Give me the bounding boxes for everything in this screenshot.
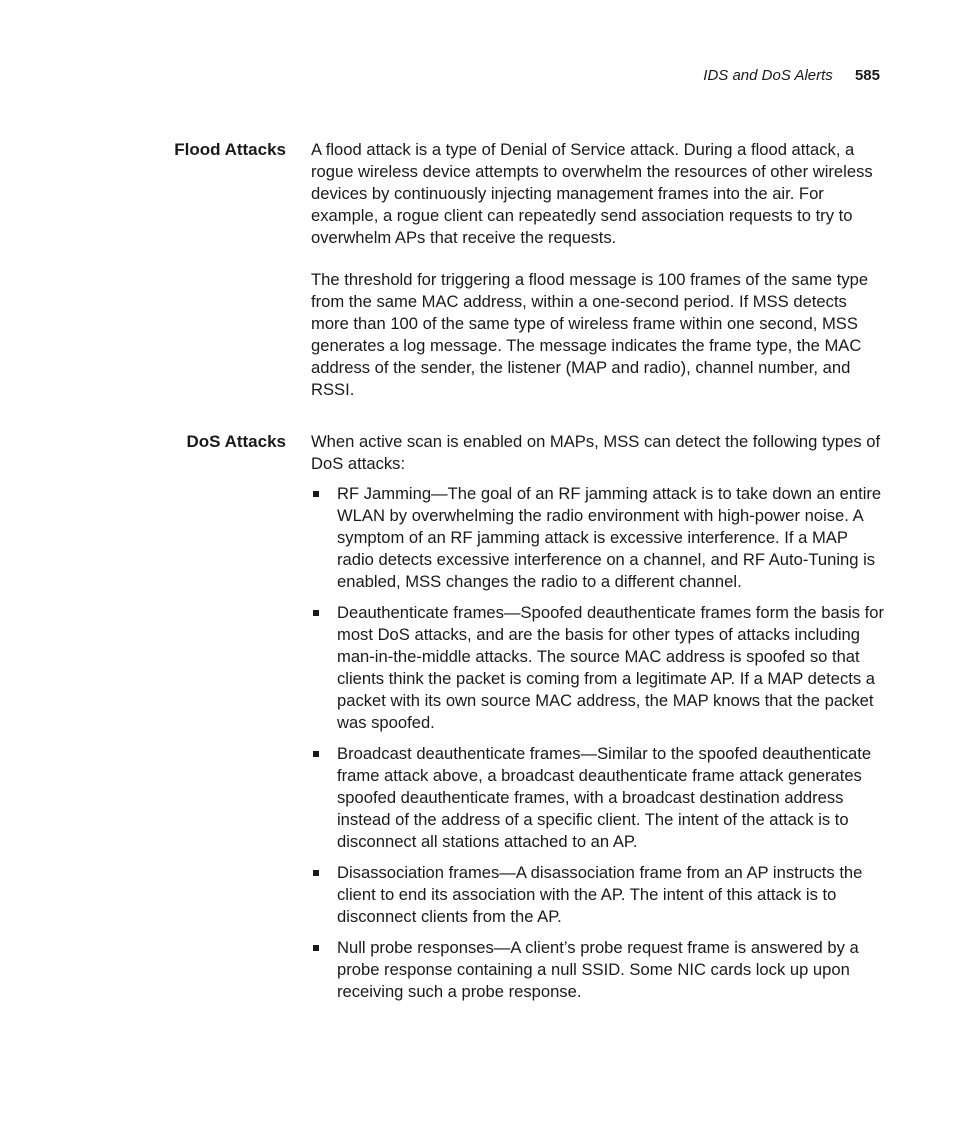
square-bullet-icon <box>313 870 319 876</box>
page-number: 585 <box>854 67 880 84</box>
running-header <box>703 66 880 86</box>
list-item <box>311 602 889 734</box>
dos-attack-list <box>311 483 889 1012</box>
list-item-text: Deauthenticate frames—Spoofed deauthenticate frames form the basis for most DoS attacks, and are the basis for other types of attacks including man-in-the-middle attacks. The source MAC address is spoofed so that clients think the packet is coming from a legitimate AP. If a MAP detects a packet with its own source MAC address, the MAP knows that the packet was spoofed. <box>337 603 884 732</box>
flood-paragraph-1: A flood attack is a type of Denial of Service attack. During a flood attack, a rogue wireless device attempts to overwhelm the resources of other wireless devices by continuously injecting management frames into the air. For example, a rogue client can repeatedly send association requests to try to overwhelm APs that receive the requests. <box>311 140 873 247</box>
square-bullet-icon <box>313 945 319 951</box>
list-item <box>311 743 889 853</box>
dos-attacks-heading: DoS Attacks <box>186 432 286 451</box>
list-item-text: RF Jamming—The goal of an RF jamming attack is to take down an entire WLAN by overwhelming the radio environment with high-power noise. A symptom of an RF jamming attack is excessive interference. If a MAP radio detects excessive interference on a channel, and RF Auto-Tuning is enabled, MSS changes the radio to a different channel. <box>337 484 882 591</box>
list-item <box>311 483 889 593</box>
list-item <box>311 937 889 1003</box>
list-item-text: Broadcast deauthenticate frames—Similar to the spoofed deauthenticate frame attack above, a broadcast deauthenticate frame attack generates spoofed deauthenticate frames, with a broadcast destination address instead of the address of a specific client. The intent of the attack is to disconnect all stations attached to an AP. <box>337 744 872 851</box>
square-bullet-icon <box>313 751 319 757</box>
list-item-text: Null probe responses—A client’s probe request frame is answered by a probe response containing a null SSID. Some NIC cards lock up upon receiving such a probe response. <box>337 938 859 1001</box>
list-item <box>311 862 889 928</box>
square-bullet-icon <box>313 610 319 616</box>
square-bullet-icon <box>313 491 319 497</box>
flood-attacks-heading: Flood Attacks <box>174 140 286 159</box>
header-section-title: IDS and DoS Alerts <box>703 67 833 84</box>
flood-paragraph-2: The threshold for triggering a flood message is 100 frames of the same type from the same MAC address, within a one-second period. If MSS detects more than 100 of the same type of wireless frame within one second, MSS generates a log message. The message indicates the frame type, the MAC address of the sender, the listener (MAP and radio), channel number, and RSSI. <box>311 270 869 399</box>
dos-intro-paragraph: When active scan is enabled on MAPs, MSS can detect the following types of DoS attacks: <box>311 432 881 473</box>
list-item-text: Disassociation frames—A disassociation frame from an AP instructs the client to end its association with the AP. The intent of this attack is to disconnect clients from the AP. <box>337 863 863 926</box>
